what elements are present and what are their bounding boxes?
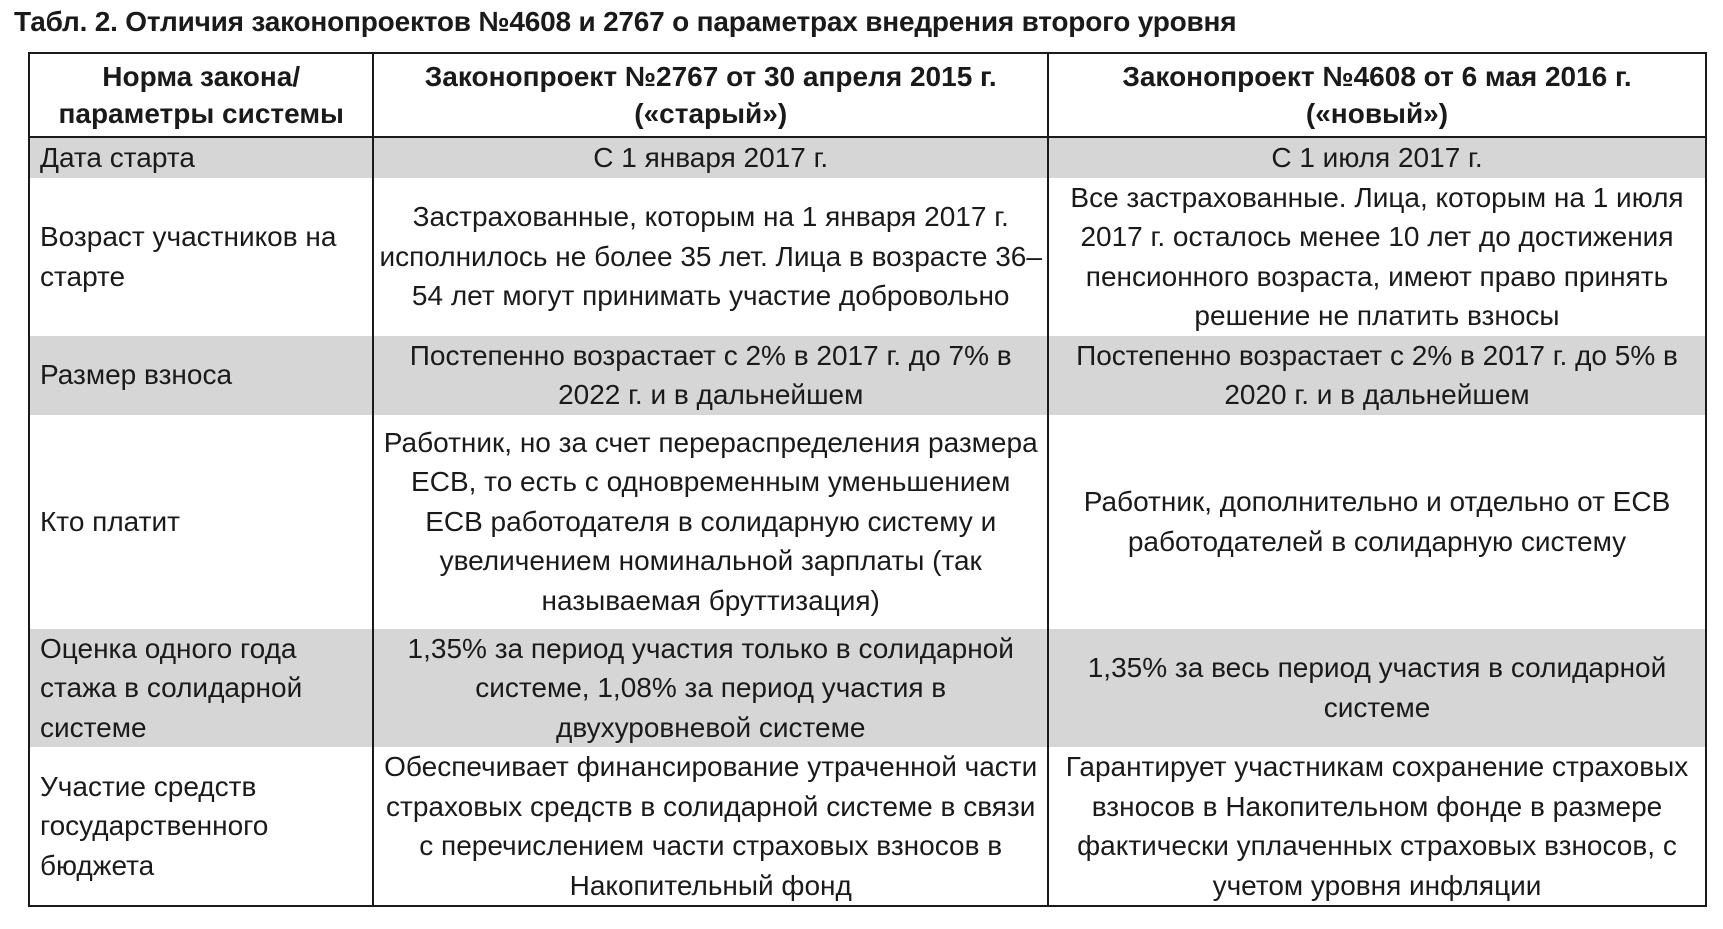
row-old-value: Застрахованные, которым на 1 января 2017 г. исполнилось не более 35 лет. Лица в возрасте 36–54 лет могут принимать участие добровольно xyxy=(373,178,1048,336)
column-header-old-bill: Законопроект №2767 от 30 апреля 2015 г. («старый») xyxy=(373,53,1048,137)
row-new-value: Гарантирует участникам сохранение страховых взносов в Накопительном фонде в размере фактически уплаченных страховых взносов, с учетом уровня инфляции xyxy=(1048,747,1706,906)
row-old-value: С 1 января 2017 г. xyxy=(373,137,1048,178)
row-new-value: Постепенно возрастает с 2% в 2017 г. до 5% в 2020 г. и в дальнейшем xyxy=(1048,336,1706,415)
table-row-contribution-size xyxy=(29,336,1706,415)
row-parameter: Участие средств государственного бюджета xyxy=(29,747,373,906)
row-old-value: Постепенно возрастает с 2% в 2017 г. до 7% в 2022 г. и в дальнейшем xyxy=(373,336,1048,415)
table-row-participant-age xyxy=(29,178,1706,336)
table-row-service-year-value xyxy=(29,629,1706,748)
row-parameter: Дата старта xyxy=(29,137,373,178)
row-parameter: Возраст участников на старте xyxy=(29,178,373,336)
row-parameter: Кто платит xyxy=(29,415,373,629)
row-new-value: С 1 июля 2017 г. xyxy=(1048,137,1706,178)
table-row-start-date xyxy=(29,137,1706,178)
header-row xyxy=(29,53,1706,137)
row-new-value: 1,35% за весь период участия в солидарной системе xyxy=(1048,629,1706,748)
row-old-value: Работник, но за счет перераспределения размера ЕСВ, то есть с одновременным уменьшением ЕСВ работодателя в солидарную систему и увеличением номинальной зарплаты (так называемая бруттизация) xyxy=(373,415,1048,629)
row-new-value: Все застрахованные. Лица, которым на 1 июля 2017 г. осталось менее 10 лет до достижения пенсионного возраста, имеют право принять решение не платить взносы xyxy=(1048,178,1706,336)
table-row-state-budget xyxy=(29,747,1706,906)
column-header-new-bill: Законопроект №4608 от 6 мая 2016 г. («новый») xyxy=(1048,53,1706,137)
table-row-who-pays xyxy=(29,415,1706,629)
row-parameter: Размер взноса xyxy=(29,336,373,415)
row-parameter: Оценка одного года стажа в солидарной системе xyxy=(29,629,373,748)
comparison-table xyxy=(28,52,1707,907)
row-old-value: 1,35% за период участия только в солидарной системе, 1,08% за период участия в двухуровневой системе xyxy=(373,629,1048,748)
column-header-parameter: Норма закона/ параметры системы xyxy=(29,53,373,137)
row-old-value: Обеспечивает финансирование утраченной части страховых средств в солидарной системе в связи с перечислением части страховых взносов в Накопительный фонд xyxy=(373,747,1048,906)
table-caption: Табл. 2. Отличия законопроектов №4608 и 2767 о параметрах внедрения второго уровня xyxy=(14,6,1237,37)
row-new-value: Работник, дополнительно и отдельно от ЕСВ работодателей в солидарную систему xyxy=(1048,415,1706,629)
